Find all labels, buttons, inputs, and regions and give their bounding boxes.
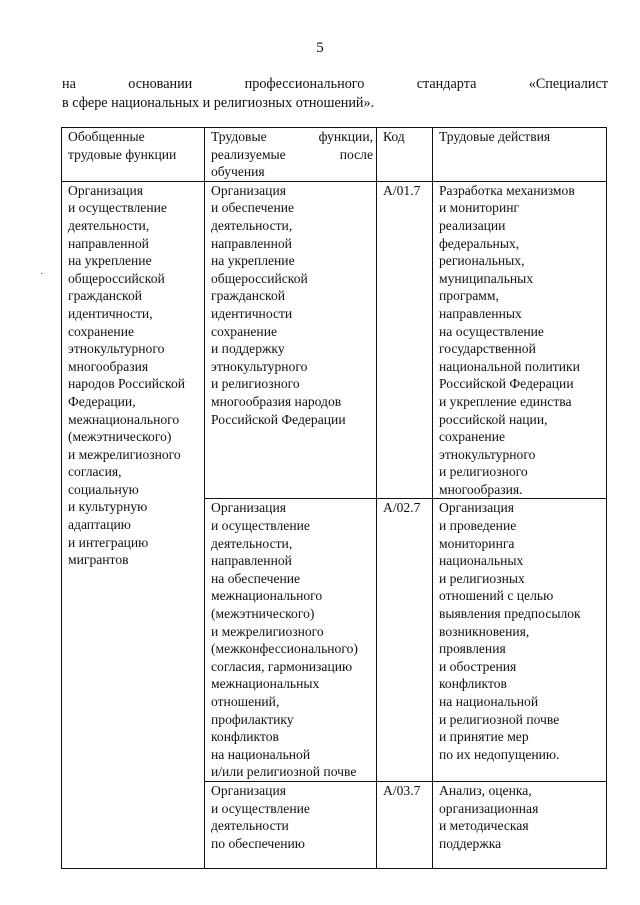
cell-text-line: Анализ, оценка, <box>439 782 532 798</box>
cell-text-line: по их недопущению. <box>439 746 560 762</box>
cell-text-line: и межрелигиозного <box>211 623 324 639</box>
cell-text-line: этнокультурного <box>211 358 308 374</box>
cell-text-line: мониторинга <box>439 535 515 551</box>
cell-text-line: поддержка <box>439 835 502 851</box>
cell-text-line: многообразия народов <box>211 393 342 409</box>
cell-text-line: многообразия. <box>439 481 523 497</box>
function-code: A/03.7 <box>377 781 433 868</box>
intro-word: на <box>62 76 76 92</box>
cell-text-line: реализации <box>439 217 506 233</box>
cell-text-line: сохранение <box>439 429 506 445</box>
cell-text-line: Организация <box>211 182 286 198</box>
header-labor-functions: Трудовые функции, реализуемые после обучения <box>205 128 377 182</box>
cell-text-line: федеральных, <box>439 235 520 251</box>
cell-text-line: национальной политики <box>439 358 580 374</box>
cell-text-line: Российской Федерации <box>439 376 574 392</box>
labor-function-cell <box>205 181 377 499</box>
cell-text-line: гражданской <box>68 288 143 304</box>
cell-text-line: согласия, гармонизацию <box>211 658 353 674</box>
cell-text-line: профилактику <box>211 711 294 727</box>
cell-text-line: народов Российской <box>68 376 186 392</box>
cell-text-line: деятельности <box>211 818 289 834</box>
cell-text-line: Организация <box>68 182 143 198</box>
cell-text-line: гражданской <box>211 288 286 304</box>
cell-text-line: программ, <box>439 288 499 304</box>
cell-text-line: на осуществление <box>439 323 544 339</box>
cell-text-line: этнокультурного <box>439 446 536 462</box>
cell-text-line: направленной <box>211 235 292 251</box>
cell-text-line: и мониторинг <box>439 200 520 216</box>
cell-text-line: национальных <box>439 553 524 569</box>
cell-text-line: и осуществление <box>68 200 167 216</box>
cell-text-line: и обострения <box>439 658 517 674</box>
cell-text-line: многообразия <box>68 358 149 374</box>
cell-text-line: отношений, <box>211 694 280 709</box>
cell-text-line: на национальной <box>211 746 311 762</box>
cell-text-line: на национальной <box>439 694 539 709</box>
cell-text-line: и осуществление <box>211 518 310 534</box>
cell-text-line: деятельности, <box>211 535 293 551</box>
cell-text-line: Организация <box>211 500 286 516</box>
cell-text-line: по обеспечению <box>211 835 305 851</box>
cell-text-line: конфликтов <box>211 729 279 745</box>
intro-word: стандарта <box>416 76 477 92</box>
cell-text-line: идентичности <box>211 305 293 321</box>
cell-text-line: и укрепление единства <box>439 393 572 409</box>
cell-text-line: согласия, <box>68 464 122 480</box>
cell-text-line: мигрантов <box>68 552 129 568</box>
cell-text-line: конфликтов <box>439 676 507 692</box>
margin-mark: · <box>40 269 44 280</box>
cell-text-line: (межконфессионального) <box>211 641 358 657</box>
intro-line-2: в сфере национальных и религиозных отношений». <box>62 95 375 111</box>
cell-text-line: на укрепление <box>211 253 295 269</box>
cell-text-line: возникновения, <box>439 623 530 639</box>
function-code: A/01.7 <box>377 181 433 499</box>
cell-text-line: и поддержку <box>211 341 285 357</box>
intro-line-1 <box>62 75 608 94</box>
cell-text-line: и религиозной почве <box>439 711 560 727</box>
intro-word: основании <box>128 76 193 92</box>
cell-text-line: (межэтнического) <box>211 606 315 622</box>
cell-text-line: направленных <box>439 305 522 321</box>
cell-text-line: на укрепление <box>68 253 152 269</box>
header-code: Код <box>377 128 433 182</box>
cell-text-line: деятельности, <box>68 217 150 233</box>
header-labor-actions: Трудовые действия <box>433 128 607 182</box>
cell-text-line: и религиозных <box>439 570 525 586</box>
cell-text-line: и религиозного <box>211 376 300 392</box>
cell-text-line: российской нации, <box>439 411 548 427</box>
cell-text-line: муниципальных <box>439 270 534 286</box>
cell-text-line: отношений с целью <box>439 588 554 604</box>
cell-text-line: и методическая <box>439 818 529 834</box>
header-general-functions: Обобщенные трудовые функции <box>62 128 205 182</box>
cell-text-line: и интеграцию <box>68 534 149 550</box>
labor-actions-cell <box>433 499 607 782</box>
cell-text-line: межнационального <box>68 411 180 427</box>
cell-text-line: сохранение <box>211 323 278 339</box>
cell-text-line: региональных, <box>439 253 525 269</box>
cell-text-line: и религиозного <box>439 464 528 480</box>
cell-text-line: общероссийской <box>211 270 308 286</box>
cell-text-line: и принятие мер <box>439 729 529 745</box>
cell-text-line: идентичности, <box>68 305 153 321</box>
labor-functions-table <box>61 127 607 869</box>
table-header-row <box>62 128 607 182</box>
cell-text-line: на обеспечение <box>211 570 301 586</box>
cell-text-line: выявления предпосылок <box>439 606 581 622</box>
general-function-cell <box>62 181 205 868</box>
cell-text-line: и осуществление <box>211 800 310 816</box>
intro-word: профессионального <box>244 76 365 92</box>
labor-function-cell <box>205 781 377 868</box>
page-number: 5 <box>316 40 324 56</box>
cell-text-line: социальную <box>68 481 139 497</box>
cell-text-line: и проведение <box>439 518 517 534</box>
cell-text-line: направленной <box>68 235 149 251</box>
cell-text-line: общероссийской <box>68 270 165 286</box>
cell-text-line: проявления <box>439 641 506 657</box>
cell-text-line: и культурную <box>68 499 148 515</box>
cell-text-line: и/или религиозной почве <box>211 764 357 780</box>
cell-text-line: Федерации, <box>68 393 136 409</box>
intro-paragraph <box>62 75 608 113</box>
function-code: A/02.7 <box>377 499 433 782</box>
intro-word: «Специалист <box>528 76 608 92</box>
cell-text-line: Организация <box>211 782 286 798</box>
cell-text-line: деятельности, <box>211 217 293 233</box>
cell-text-line: адаптацию <box>68 517 131 533</box>
table-row <box>62 181 607 499</box>
labor-function-cell <box>205 499 377 782</box>
cell-text-line: (межэтнического) <box>68 429 172 445</box>
cell-text-line: межнационального <box>211 588 323 604</box>
labor-actions-cell <box>433 781 607 868</box>
labor-actions-cell <box>433 181 607 499</box>
cell-text-line: Российской Федерации <box>211 411 346 427</box>
cell-text-line: и обеспечение <box>211 200 295 216</box>
cell-text-line: направленной <box>211 553 292 569</box>
cell-text-line: сохранение <box>68 323 135 339</box>
cell-text-line: Разработка механизмов <box>439 182 575 198</box>
cell-text-line: Организация <box>439 500 514 516</box>
cell-text-line: межнациональных <box>211 676 320 692</box>
cell-text-line: государственной <box>439 341 536 357</box>
cell-text-line: организационная <box>439 800 539 816</box>
cell-text-line: и межрелигиозного <box>68 446 181 462</box>
cell-text-line: этнокультурного <box>68 341 165 357</box>
